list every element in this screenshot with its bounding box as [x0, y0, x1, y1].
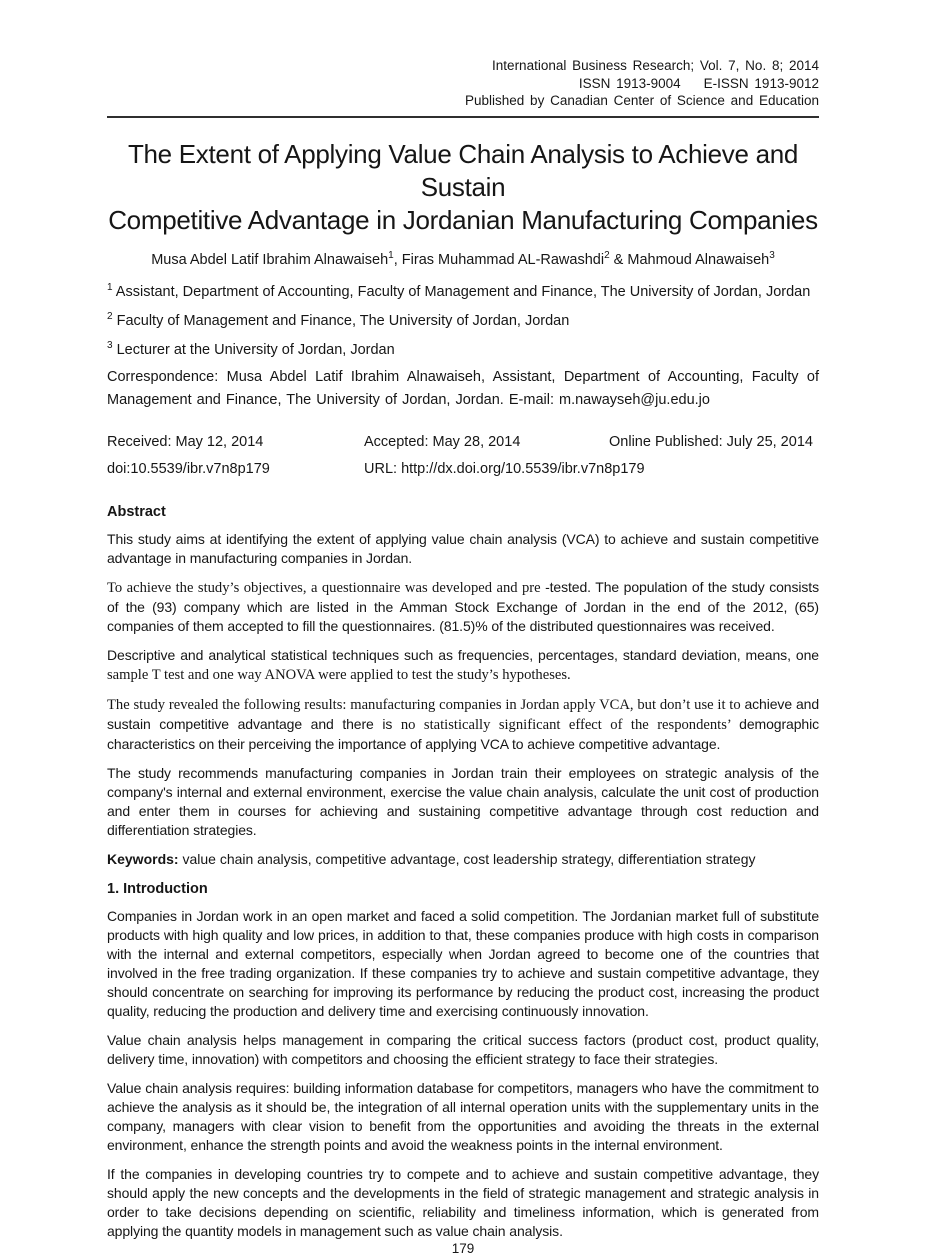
author-superscript: 3: [769, 249, 775, 261]
affiliation-line: [107, 337, 819, 359]
author-name: Mahmoud Alnawaiseh: [627, 251, 770, 268]
affiliation-text: Faculty of Management and Finance, The University of Jordan, Jordan: [116, 312, 570, 329]
affiliation-line: [107, 279, 819, 301]
introduction-paragraph: If the companies in developing countries try to compete and to achieve and sustain competitive advantage, they should apply the new concepts and the developments in the field of strategic management and strategic analysis in order to take decisions depending on scientific, reliability and timeliness information, which is generated from applying the quantity models in management such as value chain analysis.: [107, 1165, 819, 1239]
introduction-paragraph: Companies in Jordan work in an open market and faced a solid competition. The Jordanian market full of substitute products with high quality and low prices, in addition to that, these companies produce with high costs in comparison with the internal and external competitors, especially when Jordan agreed to become one of the countries that involved in the free trading organization. If these companies try to achieve and sustain competitive advantage, they should concentrate on searching for improving its performance by reducing the product cost, increasing the product quality, reducing the production and delivery time and exercising continuously innovation.: [107, 907, 819, 1019]
paragraph-run: This study aims at identifying the extent of applying value chain analysis (VCA) to achieve and sustain competitive advantage in manufacturing companies in Jordan.: [107, 530, 819, 566]
page-footer: [0, 1241, 926, 1256]
author-name: Musa Abdel Latif Ibrahim Alnawaiseh: [151, 251, 389, 268]
abstract-paragraph: [107, 764, 819, 840]
introduction-paragraph: Value chain analysis helps management in comparing the critical success factors (product cost, product quality, delivery time, innovation) with competitors and choosing the efficient strategy to face their strategies.: [107, 1031, 819, 1067]
affiliation-text: Assistant, Department of Accounting, Faculty of Management and Finance, The University of Jordan, Jordan: [115, 284, 811, 301]
author-name: Firas Muhammad AL-Rawashdi: [401, 251, 605, 268]
introduction-heading: 1. Introduction: [107, 880, 208, 897]
online-published-date: Online Published: July 25, 2014: [609, 433, 813, 450]
paragraph-run: sample T test and one way ANOVA were applied to test the study’s hypotheses.: [107, 666, 571, 683]
page-number: 179: [451, 1240, 475, 1256]
affiliation-superscript: 1: [107, 282, 113, 294]
paragraph-run: The study revealed the following results: manufacturing companies in Jordan apply VCA, but don’t use it to: [107, 696, 745, 713]
url-text: URL: http://dx.doi.org/10.5539/ibr.v7n8p179: [364, 460, 645, 477]
correspondence-text: Correspondence: Musa Abdel Latif Ibrahim Alnawaiseh, Assistant, Department of Accounting, Faculty of Management and Finance, The University of Jordan, Jordan. E-mail: m.nawayseh@ju.edu.jo: [107, 368, 819, 408]
paper-title: [107, 138, 819, 237]
header-rule: [107, 116, 819, 118]
abstract-paragraph: [107, 646, 819, 685]
journal-header-line-2: ISSN 1913-9004 E-ISSN 1913-9012: [578, 75, 819, 91]
affiliation-superscript: 3: [107, 339, 113, 351]
paragraph-run: no statistically significant effect of the respondents’: [400, 716, 740, 733]
journal-header-line-3: Published by Canadian Center of Science and Education: [465, 93, 819, 108]
journal-header-line-1: International Business Research; Vol. 7, No. 8; 2014: [492, 58, 819, 73]
affiliation-text: Lecturer at the University of Jordan, Jordan: [116, 341, 395, 358]
paragraph-run: Descriptive and analytical statistical techniques such as frequencies, percentages, standard deviation, means, one: [107, 646, 819, 663]
article-meta: [107, 433, 819, 478]
authors-line: [107, 250, 819, 268]
abstract-paragraph: [107, 695, 819, 754]
author-superscript: 1: [388, 249, 394, 261]
paper-title-line-2: Competitive Advantage in Jordanian Manufacturing Companies: [108, 204, 818, 235]
paragraph-run: The study recommends manufacturing companies in Jordan train their employees on strategic analysis of the company's internal and external environment, exercise the value chain analysis, calculate the unit cost of production and enter them in courses for achieving and sustaining competitive advantage through cost reduction and differentiation strategies.: [107, 764, 819, 838]
affiliations: [107, 279, 819, 411]
keywords-line: [107, 850, 819, 869]
introduction-paragraph: Value chain analysis requires: building information database for competitors, managers who have the commitment to achieve the analysis as it should be, the integration of all internal operation units with the supplementary units in the company, managers with clear vision to benefit from the opportunities and avoiding the threats in the external environment, enhance the strength points and avoid the weakness points in the internal environment.: [107, 1079, 819, 1153]
paper-title-line-1: The Extent of Applying Value Chain Analysis to Achieve and Sustain: [127, 138, 799, 202]
paragraph-run: achieve and sustain competitive advantage and there is: [107, 695, 820, 732]
author-separator: ,: [393, 251, 402, 268]
abstract-paragraph: [107, 530, 819, 568]
page-content: [107, 0, 819, 1241]
journal-header: [107, 0, 819, 110]
doi-text: doi:10.5539/ibr.v7n8p179: [107, 460, 270, 477]
paragraph-run: -tested. The population of the study consists of the (93) company which are listed in the Amman Stock Exchange of Jordan in the end of the 2012, (65) companies of them accepted to fill the questionnaires. (81.5)% of the distributed questionnaires was received.: [107, 578, 819, 634]
keywords-text: value chain analysis, competitive advantage, cost leadership strategy, differentiation strategy: [178, 850, 756, 867]
abstract-paragraph: [107, 578, 819, 636]
keywords-label: Keywords:: [107, 850, 179, 867]
author-superscript: 2: [604, 249, 610, 261]
affiliation-superscript: 2: [107, 311, 113, 323]
accepted-date: Accepted: May 28, 2014: [364, 433, 521, 450]
paragraph-run: To achieve the study’s objectives, a questionnaire was developed and pre: [107, 579, 546, 596]
affiliation-line: [107, 308, 819, 330]
paragraph-run: demographic characteristics on their perceiving the importance of applying VCA to achieve competitive advantage.: [107, 715, 819, 752]
abstract-heading: Abstract: [107, 503, 166, 520]
author-separator: &: [609, 251, 628, 268]
received-date: Received: May 12, 2014: [107, 433, 264, 450]
